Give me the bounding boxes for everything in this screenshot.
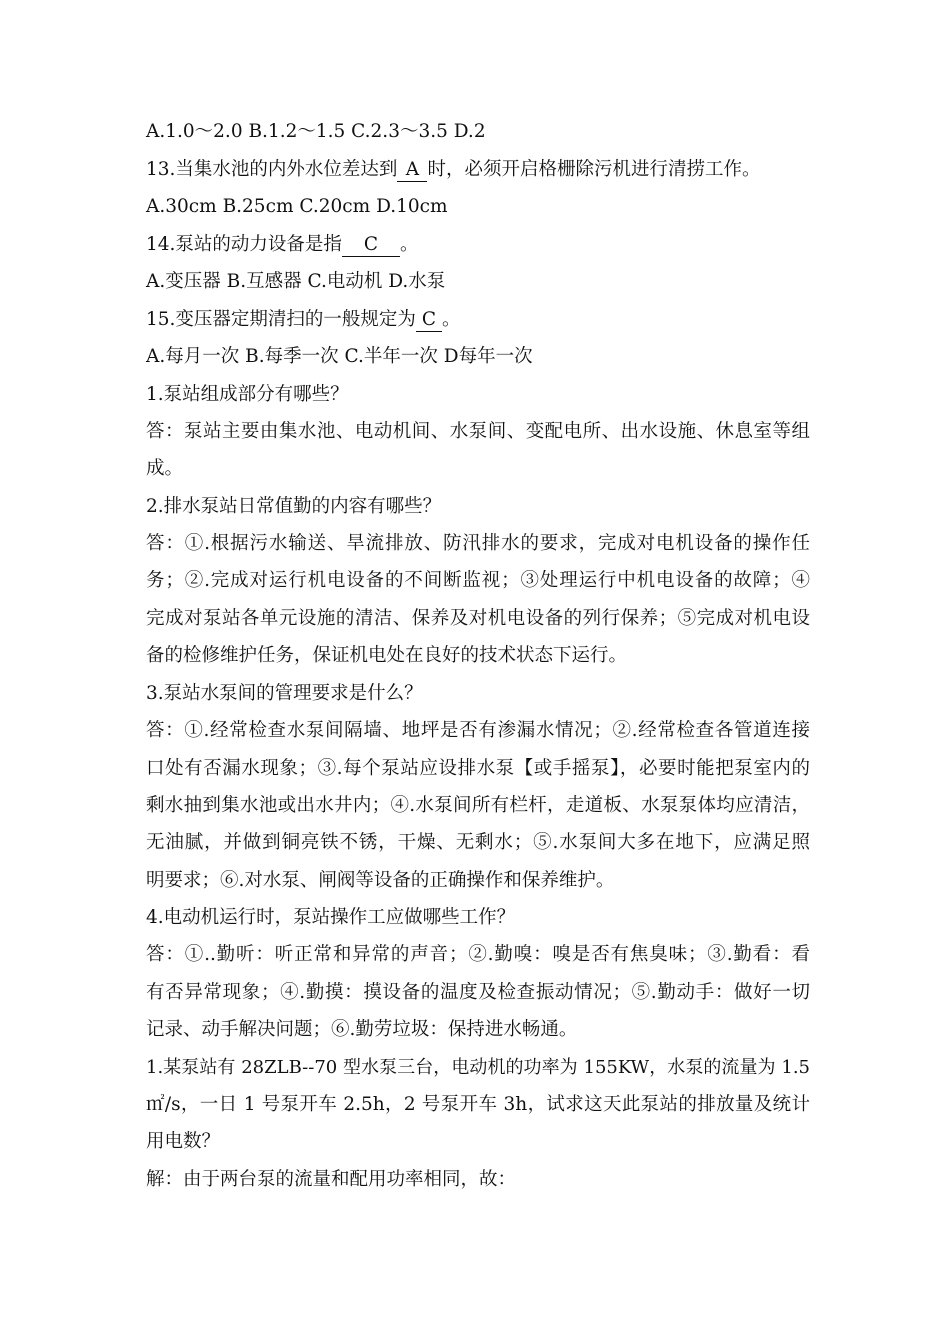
text-line: 答：①..勤听：听正常和异常的声音；②.勤嗅：嗅是否有焦臭味；③.勤看：看 xyxy=(146,944,810,965)
text-line: ㎡/s，一日 1 号泵开车 2.5h，2 号泵开车 3h，试求这天此泵站的排放量及统计 xyxy=(146,1094,810,1115)
text-line: 记录、动手解决问题；⑥.勤劳垃圾：保持进水畅通。 xyxy=(146,1019,578,1040)
text-line: A.变压器 B.互感器 C.电动机 D.水泵 xyxy=(146,271,446,292)
text-line: 答：①.经常检查水泵间隔墙、地坪是否有渗漏水情况；②.经常检查各管道连接 xyxy=(146,720,810,741)
question-15 xyxy=(146,307,810,333)
answer-blank: C xyxy=(342,234,400,257)
text-line: 解：由于两台泵的流量和配用功率相同，故： xyxy=(146,1169,517,1190)
text-line: 口处有否漏水现象；③.每个泵站应设排水泵【或手摇泵】，必要时能把泵室内的 xyxy=(146,758,810,779)
text-line: 备的检修维护任务，保证机电处在良好的技术状态下运行。 xyxy=(146,645,628,666)
text-line: 有否异常现象；④.勤摸：摸设备的温度及检查振动情况；⑤.勤动手：做好一切 xyxy=(146,982,810,1003)
text-line: 2.排水泵站日常值勤的内容有哪些？ xyxy=(146,496,442,517)
text-line: 1.某泵站有 28ZLB--70 型水泵三台，电动机的功率为 155KW，水泵的流量为 1.5 xyxy=(146,1057,810,1078)
text-line: A.1.0～2.0 B.1.2～1.5 C.2.3～3.5 D.2 xyxy=(146,121,486,142)
text-line: 剩水抽到集水池或出水井内；④.水泵间所有栏杆，走道板、水泵泵体均应清洁， xyxy=(146,795,810,816)
question-13 xyxy=(146,157,810,183)
text-line: 务；②.完成对运行机电设备的不间断监视；③处理运行中机电设备的故障；④ xyxy=(146,570,810,591)
text-line: 无油腻，并做到铜亮铁不锈，干燥、无剩水；⑤.水泵间大多在地下，应满足照 xyxy=(146,832,810,853)
question-14 xyxy=(146,232,810,258)
text-line: 答：①.根据污水输送、旱流排放、防汛排水的要求，完成对电机设备的操作任 xyxy=(146,533,810,554)
text-line: A.30cm B.25cm C.20cm D.10cm xyxy=(146,196,448,217)
text-line: 成。 xyxy=(146,458,184,479)
text-line: 用电数？ xyxy=(146,1131,221,1152)
question-text: 13.当集水池的内外水位差达到 xyxy=(146,159,398,180)
question-text: 。 xyxy=(441,309,461,330)
text-line: 完成对泵站各单元设施的清洁、保养及对机电设备的列行保养；⑤完成对机电设 xyxy=(146,608,810,629)
answer-blank: A xyxy=(397,159,427,182)
text-line: 1.泵站组成部分有哪些？ xyxy=(146,384,349,405)
text-line: 答：泵站主要由集水池、电动机间、水泵间、变配电所、出水设施、休息室等组 xyxy=(146,421,810,442)
answer-blank: C xyxy=(416,309,442,332)
question-text: 14.泵站的动力设备是指 xyxy=(146,234,342,255)
text-line: 4.电动机运行时，泵站操作工应做哪些工作？ xyxy=(146,907,516,928)
text-line: 明要求；⑥.对水泵、闸阀等设备的正确操作和保养维护。 xyxy=(146,870,615,891)
text-line: 3.泵站水泵间的管理要求是什么？ xyxy=(146,683,423,704)
question-text: 时，必须开启格栅除污机进行清捞工作。 xyxy=(427,159,761,180)
text-line: A.每月一次 B.每季一次 C.半年一次 D每年一次 xyxy=(146,346,533,367)
question-text: 。 xyxy=(399,234,419,255)
question-text: 15.变压器定期清扫的一般规定为 xyxy=(146,309,416,330)
